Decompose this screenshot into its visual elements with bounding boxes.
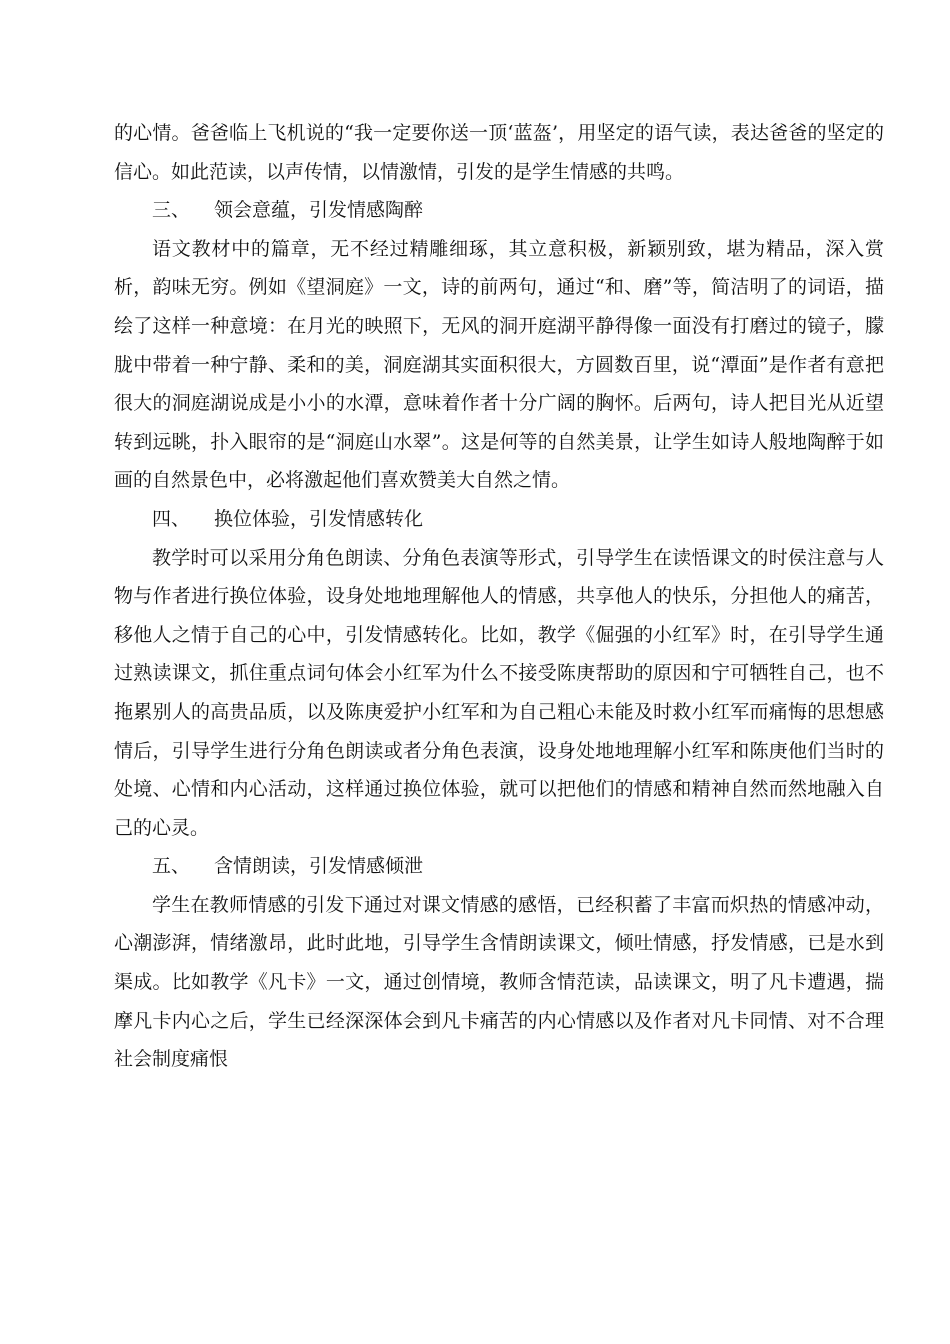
paragraph-continuation: 的心情。爸爸临上飞机说的“我一定要你送一顶‘蓝盔’，用坚定的语气读，表达爸爸的坚定的信心。如此范读，以声传情，以情激情，引发的是学生情感的共鸣。 <box>114 122 884 183</box>
section-heading-4 <box>114 500 884 539</box>
paragraph-section-3: 语文教材中的篇章，无不经过精雕细琢，其立意积极，新颖别致，堪为精品，深入赏析，韵味无穷。例如《望洞庭》一文，诗的前两句，通过“和、磨”等，简洁明了的词语，描绘了这样一种意境：在月光的映照下，无风的洞开庭湖平静得像一面没有打磨过的镜子，朦胧中带着一种宁静、柔和的美，洞庭湖其实面积很大，方圆数百里，说“潭面”是作者有意把很大的洞庭湖说成是小小的水潭，意味着作者十分广阔的胸怀。后两句，诗人把目光从近望转到远眺，扑入眼帘的是“洞庭山水翠”。这是何等的自然美景，让学生如诗人般地陶醉于如画的自然景色中，必将激起他们喜欢赞美大自然之情。 <box>114 237 884 492</box>
heading-text: 领会意蕴，引发情感陶醉 <box>214 199 424 222</box>
heading-number: 三、 <box>152 199 191 222</box>
section-heading-3 <box>114 191 884 230</box>
heading-text: 换位体验，引发情感转化 <box>214 507 424 530</box>
heading-number: 四、 <box>152 507 191 530</box>
heading-text: 含情朗读，引发情感倾泄 <box>214 855 424 878</box>
heading-number: 五、 <box>152 855 191 878</box>
paragraph-section-4: 教学时可以采用分角色朗读、分角色表演等形式，引导学生在读悟课文的时侯注意与人物与作者进行换位体验，设身处地地理解他人的情感，共享他人的快乐，分担他人的痛苦，移他人之情于自己的心中，引发情感转化。比如，教学《倔强的小红军》时，在引导学生通过熟读课文，抓住重点词句体会小红军为什么不接受陈庚帮助的原因和宁可牺牲自己，也不拖累别人的高贵品质，以及陈庚爱护小红军和为自己粗心未能及时救小红军而痛悔的思想感情后，引导学生进行分角色朗读或者分角色表演，设身处地地理解小红军和陈庚他们当时的处境、心情和内心活动，这样通过换位体验，就可以把他们的情感和精神自然而然地融入自己的心灵。 <box>114 546 884 839</box>
section-heading-5 <box>114 847 884 886</box>
document-page <box>114 114 884 1079</box>
paragraph-section-5: 学生在教师情感的引发下通过对课文情感的感悟，已经积蓄了丰富而炽热的情感冲动，心潮澎湃，情绪激昂，此时此地，引导学生含情朗读课文，倾吐情感，抒发情感，已是水到渠成。比如教学《凡卡》一文，通过创情境，教师含情范读，品读课文，明了凡卡遭遇，揣摩凡卡内心之后，学生已经深深体会到凡卡痛苦的内心情感以及作者对凡卡同情、对不合理社会制度痛恨 <box>114 893 884 1071</box>
